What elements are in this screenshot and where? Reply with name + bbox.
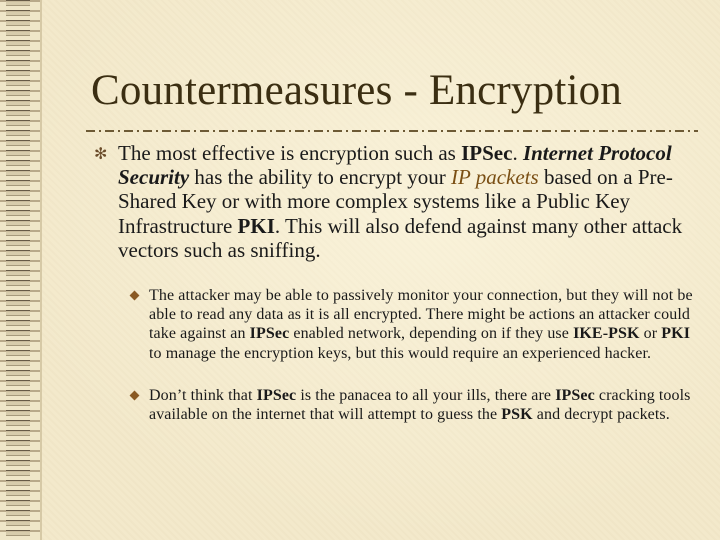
main-bullet <box>94 141 694 262</box>
sub-bullet-passive-monitor <box>131 286 701 363</box>
sub-bullet-text: Don’t think that IPSec is the panacea to all your ills, there are IPSec cracking tools available on the internet that will attempt to guess the PSK and decrypt packets. <box>149 387 691 424</box>
diamond-bullet-icon <box>130 391 140 401</box>
slide-title: Countermeasures - Encryption <box>91 67 623 114</box>
star-bullet-icon: ✻ <box>94 144 108 163</box>
title-divider <box>86 130 698 132</box>
sub-bullet-panacea <box>131 386 701 424</box>
main-bullet-text: The most effective is encryption such as IPSec. Internet Protocol Security has the ability to encrypt your IP packets based on a Pre-Shared Key or with more complex systems like a Public Key Infrastructure PKI. This will also defend against many other attack vectors such as sniffing. <box>118 141 683 262</box>
binding-rings-decoration <box>0 0 42 540</box>
diamond-bullet-icon <box>130 291 140 301</box>
sub-bullet-text: The attacker may be able to passively monitor your connection, but they will not be able to read any data as it is all encrypted. There might be actions an attacker could take against an IPSec enabled network, depending on if they use IKE-PSK or PKI to manage the encryption keys, but this would require an experienced hacker. <box>149 287 693 362</box>
